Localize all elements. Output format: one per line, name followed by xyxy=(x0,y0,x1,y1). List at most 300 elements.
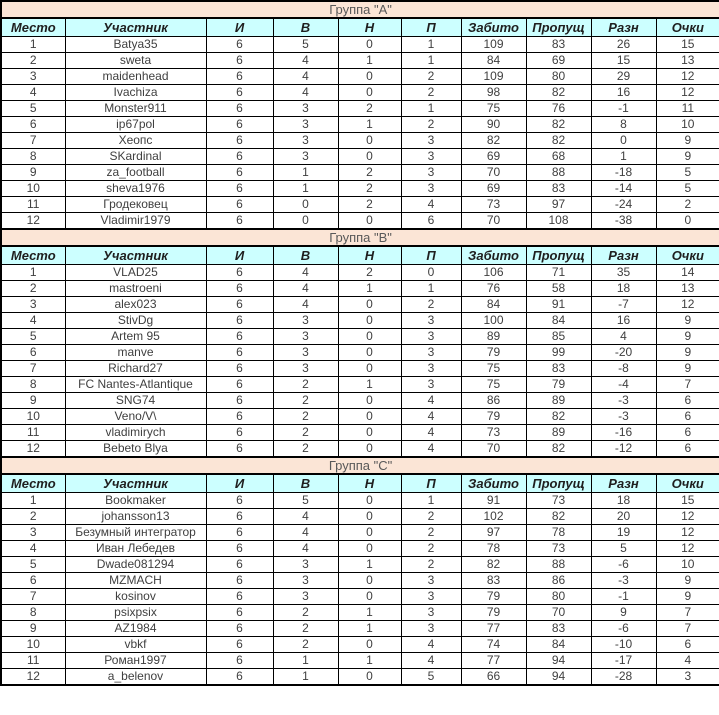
cell-conceded: 68 xyxy=(526,149,591,165)
cell-draws: 2 xyxy=(338,165,401,181)
table-row xyxy=(1,181,719,197)
cell-losses: 1 xyxy=(401,493,461,509)
cell-wins: 3 xyxy=(273,589,338,605)
cell-games: 6 xyxy=(206,165,273,181)
column-header-row xyxy=(1,246,719,265)
column-header-games: И xyxy=(206,246,273,265)
cell-losses: 2 xyxy=(401,509,461,525)
cell-conceded: 73 xyxy=(526,541,591,557)
cell-games: 6 xyxy=(206,265,273,281)
cell-participant: Ivachiza xyxy=(65,85,206,101)
column-header-diff: Разн xyxy=(591,18,656,37)
group-title: Группа "B" xyxy=(1,229,719,246)
cell-draws: 0 xyxy=(338,525,401,541)
cell-losses: 4 xyxy=(401,637,461,653)
group-title: Группа "C" xyxy=(1,457,719,474)
cell-draws: 0 xyxy=(338,637,401,653)
cell-games: 6 xyxy=(206,297,273,313)
cell-diff: 16 xyxy=(591,313,656,329)
cell-conceded: 82 xyxy=(526,441,591,458)
cell-games: 6 xyxy=(206,37,273,53)
column-header-losses: П xyxy=(401,18,461,37)
cell-losses: 3 xyxy=(401,329,461,345)
cell-place: 4 xyxy=(1,541,65,557)
cell-losses: 4 xyxy=(401,393,461,409)
table-row xyxy=(1,669,719,686)
cell-games: 6 xyxy=(206,653,273,669)
cell-diff: 5 xyxy=(591,541,656,557)
cell-points: 13 xyxy=(656,281,719,297)
cell-scored: 89 xyxy=(461,329,526,345)
cell-wins: 2 xyxy=(273,393,338,409)
cell-draws: 1 xyxy=(338,621,401,637)
cell-diff: -1 xyxy=(591,101,656,117)
cell-points: 9 xyxy=(656,361,719,377)
cell-diff: 29 xyxy=(591,69,656,85)
cell-diff: -18 xyxy=(591,165,656,181)
cell-points: 15 xyxy=(656,37,719,53)
cell-diff: 19 xyxy=(591,525,656,541)
cell-scored: 73 xyxy=(461,425,526,441)
cell-diff: -20 xyxy=(591,345,656,361)
cell-wins: 4 xyxy=(273,541,338,557)
cell-conceded: 94 xyxy=(526,669,591,686)
cell-conceded: 82 xyxy=(526,409,591,425)
cell-diff: -1 xyxy=(591,589,656,605)
cell-participant: Veno/V\ xyxy=(65,409,206,425)
cell-games: 6 xyxy=(206,101,273,117)
cell-place: 7 xyxy=(1,589,65,605)
cell-losses: 1 xyxy=(401,53,461,69)
group-title-row xyxy=(1,457,719,474)
cell-games: 6 xyxy=(206,669,273,686)
cell-diff: -7 xyxy=(591,297,656,313)
cell-participant: Хеопс xyxy=(65,133,206,149)
table-row xyxy=(1,265,719,281)
column-header-place: Место xyxy=(1,474,65,493)
cell-losses: 2 xyxy=(401,69,461,85)
cell-points: 14 xyxy=(656,265,719,281)
cell-wins: 1 xyxy=(273,669,338,686)
cell-conceded: 85 xyxy=(526,329,591,345)
table-row xyxy=(1,133,719,149)
column-header-draws: Н xyxy=(338,474,401,493)
table-row xyxy=(1,621,719,637)
cell-scored: 70 xyxy=(461,165,526,181)
cell-wins: 4 xyxy=(273,85,338,101)
cell-wins: 3 xyxy=(273,101,338,117)
cell-draws: 0 xyxy=(338,669,401,686)
cell-draws: 0 xyxy=(338,85,401,101)
cell-games: 6 xyxy=(206,441,273,458)
cell-games: 6 xyxy=(206,329,273,345)
cell-losses: 2 xyxy=(401,557,461,573)
cell-conceded: 78 xyxy=(526,525,591,541)
cell-participant: SKardinal xyxy=(65,149,206,165)
cell-games: 6 xyxy=(206,149,273,165)
cell-losses: 3 xyxy=(401,181,461,197)
cell-wins: 2 xyxy=(273,605,338,621)
cell-games: 6 xyxy=(206,85,273,101)
cell-draws: 2 xyxy=(338,265,401,281)
cell-participant: StivDg xyxy=(65,313,206,329)
cell-wins: 2 xyxy=(273,637,338,653)
cell-points: 6 xyxy=(656,409,719,425)
cell-draws: 1 xyxy=(338,605,401,621)
cell-draws: 1 xyxy=(338,117,401,133)
cell-scored: 79 xyxy=(461,409,526,425)
table-row xyxy=(1,605,719,621)
cell-games: 6 xyxy=(206,393,273,409)
cell-diff: -8 xyxy=(591,361,656,377)
cell-scored: 91 xyxy=(461,493,526,509)
cell-diff: -38 xyxy=(591,213,656,230)
cell-draws: 0 xyxy=(338,313,401,329)
cell-place: 1 xyxy=(1,493,65,509)
cell-place: 6 xyxy=(1,117,65,133)
cell-conceded: 108 xyxy=(526,213,591,230)
cell-wins: 2 xyxy=(273,377,338,393)
cell-place: 5 xyxy=(1,101,65,117)
cell-losses: 2 xyxy=(401,297,461,313)
cell-place: 6 xyxy=(1,573,65,589)
cell-draws: 2 xyxy=(338,181,401,197)
cell-participant: a_belenov xyxy=(65,669,206,686)
cell-points: 10 xyxy=(656,117,719,133)
column-header-losses: П xyxy=(401,246,461,265)
column-header-participant: Участник xyxy=(65,18,206,37)
cell-place: 6 xyxy=(1,345,65,361)
cell-draws: 0 xyxy=(338,37,401,53)
cell-games: 6 xyxy=(206,345,273,361)
group-table-3 xyxy=(0,456,719,686)
cell-wins: 1 xyxy=(273,165,338,181)
cell-conceded: 82 xyxy=(526,85,591,101)
cell-points: 4 xyxy=(656,653,719,669)
cell-wins: 0 xyxy=(273,213,338,230)
cell-points: 12 xyxy=(656,525,719,541)
cell-place: 11 xyxy=(1,425,65,441)
column-header-place: Место xyxy=(1,246,65,265)
cell-wins: 3 xyxy=(273,573,338,589)
group-title-row xyxy=(1,1,719,18)
cell-participant: Bookmaker xyxy=(65,493,206,509)
column-header-place: Место xyxy=(1,18,65,37)
cell-diff: 26 xyxy=(591,37,656,53)
cell-draws: 0 xyxy=(338,425,401,441)
cell-diff: -3 xyxy=(591,393,656,409)
cell-points: 10 xyxy=(656,557,719,573)
cell-place: 8 xyxy=(1,149,65,165)
cell-draws: 0 xyxy=(338,69,401,85)
cell-place: 2 xyxy=(1,53,65,69)
table-row xyxy=(1,425,719,441)
cell-losses: 2 xyxy=(401,117,461,133)
cell-participant: sweta xyxy=(65,53,206,69)
column-header-games: И xyxy=(206,474,273,493)
cell-participant: VLAD25 xyxy=(65,265,206,281)
cell-scored: 102 xyxy=(461,509,526,525)
cell-participant: AZ1984 xyxy=(65,621,206,637)
cell-wins: 3 xyxy=(273,361,338,377)
cell-place: 9 xyxy=(1,621,65,637)
cell-scored: 109 xyxy=(461,37,526,53)
cell-place: 9 xyxy=(1,165,65,181)
cell-diff: -6 xyxy=(591,621,656,637)
cell-scored: 86 xyxy=(461,393,526,409)
column-header-row xyxy=(1,474,719,493)
cell-losses: 4 xyxy=(401,409,461,425)
cell-participant: Artem 95 xyxy=(65,329,206,345)
cell-points: 5 xyxy=(656,165,719,181)
cell-place: 2 xyxy=(1,509,65,525)
cell-place: 3 xyxy=(1,297,65,313)
cell-conceded: 71 xyxy=(526,265,591,281)
cell-wins: 3 xyxy=(273,117,338,133)
cell-games: 6 xyxy=(206,313,273,329)
cell-diff: 15 xyxy=(591,53,656,69)
cell-points: 9 xyxy=(656,573,719,589)
cell-points: 12 xyxy=(656,69,719,85)
cell-draws: 0 xyxy=(338,345,401,361)
cell-losses: 2 xyxy=(401,541,461,557)
cell-participant: MZMACH xyxy=(65,573,206,589)
cell-place: 3 xyxy=(1,525,65,541)
cell-diff: 1 xyxy=(591,149,656,165)
cell-losses: 3 xyxy=(401,313,461,329)
table-row xyxy=(1,117,719,133)
cell-conceded: 83 xyxy=(526,37,591,53)
cell-points: 6 xyxy=(656,425,719,441)
cell-diff: -12 xyxy=(591,441,656,458)
cell-place: 3 xyxy=(1,69,65,85)
cell-points: 6 xyxy=(656,637,719,653)
cell-draws: 0 xyxy=(338,509,401,525)
cell-losses: 3 xyxy=(401,345,461,361)
cell-participant: Dwade081294 xyxy=(65,557,206,573)
cell-draws: 0 xyxy=(338,409,401,425)
cell-games: 6 xyxy=(206,361,273,377)
table-row xyxy=(1,509,719,525)
cell-participant: vladimirych xyxy=(65,425,206,441)
cell-conceded: 83 xyxy=(526,361,591,377)
table-row xyxy=(1,281,719,297)
column-header-scored: Забито xyxy=(461,18,526,37)
cell-games: 6 xyxy=(206,133,273,149)
table-row xyxy=(1,37,719,53)
column-header-diff: Разн xyxy=(591,474,656,493)
cell-place: 4 xyxy=(1,85,65,101)
cell-points: 11 xyxy=(656,101,719,117)
cell-losses: 5 xyxy=(401,669,461,686)
cell-losses: 4 xyxy=(401,197,461,213)
cell-points: 7 xyxy=(656,621,719,637)
cell-games: 6 xyxy=(206,525,273,541)
cell-conceded: 99 xyxy=(526,345,591,361)
cell-wins: 4 xyxy=(273,281,338,297)
cell-diff: -6 xyxy=(591,557,656,573)
cell-losses: 3 xyxy=(401,621,461,637)
cell-conceded: 83 xyxy=(526,181,591,197)
column-header-games: И xyxy=(206,18,273,37)
cell-scored: 77 xyxy=(461,621,526,637)
cell-conceded: 79 xyxy=(526,377,591,393)
cell-games: 6 xyxy=(206,425,273,441)
cell-points: 15 xyxy=(656,493,719,509)
cell-place: 7 xyxy=(1,361,65,377)
cell-place: 5 xyxy=(1,557,65,573)
cell-diff: -16 xyxy=(591,425,656,441)
cell-participant: psixpsix xyxy=(65,605,206,621)
cell-games: 6 xyxy=(206,589,273,605)
cell-losses: 4 xyxy=(401,653,461,669)
cell-participant: alex023 xyxy=(65,297,206,313)
cell-draws: 1 xyxy=(338,557,401,573)
cell-wins: 2 xyxy=(273,621,338,637)
cell-diff: -3 xyxy=(591,409,656,425)
cell-scored: 66 xyxy=(461,669,526,686)
column-header-wins: В xyxy=(273,474,338,493)
cell-scored: 98 xyxy=(461,85,526,101)
cell-diff: 16 xyxy=(591,85,656,101)
cell-games: 6 xyxy=(206,509,273,525)
column-header-participant: Участник xyxy=(65,474,206,493)
column-header-conceded: Пропущ xyxy=(526,18,591,37)
cell-diff: 35 xyxy=(591,265,656,281)
cell-games: 6 xyxy=(206,181,273,197)
cell-diff: 20 xyxy=(591,509,656,525)
cell-draws: 0 xyxy=(338,393,401,409)
cell-place: 1 xyxy=(1,265,65,281)
cell-draws: 2 xyxy=(338,101,401,117)
cell-scored: 74 xyxy=(461,637,526,653)
cell-scored: 69 xyxy=(461,149,526,165)
cell-games: 6 xyxy=(206,281,273,297)
cell-diff: 18 xyxy=(591,493,656,509)
column-header-participant: Участник xyxy=(65,246,206,265)
cell-losses: 3 xyxy=(401,589,461,605)
cell-conceded: 69 xyxy=(526,53,591,69)
cell-conceded: 89 xyxy=(526,393,591,409)
table-row xyxy=(1,69,719,85)
cell-losses: 2 xyxy=(401,85,461,101)
cell-scored: 82 xyxy=(461,133,526,149)
cell-points: 7 xyxy=(656,377,719,393)
cell-place: 12 xyxy=(1,669,65,686)
cell-points: 6 xyxy=(656,441,719,458)
cell-games: 6 xyxy=(206,573,273,589)
cell-participant: Гродековец xyxy=(65,197,206,213)
cell-points: 12 xyxy=(656,85,719,101)
cell-draws: 0 xyxy=(338,133,401,149)
cell-draws: 0 xyxy=(338,541,401,557)
cell-points: 12 xyxy=(656,509,719,525)
cell-participant: Richard27 xyxy=(65,361,206,377)
cell-scored: 76 xyxy=(461,281,526,297)
table-row xyxy=(1,213,719,230)
table-row xyxy=(1,149,719,165)
column-header-losses: П xyxy=(401,474,461,493)
cell-diff: 9 xyxy=(591,605,656,621)
cell-draws: 1 xyxy=(338,653,401,669)
table-row xyxy=(1,637,719,653)
cell-draws: 0 xyxy=(338,441,401,458)
cell-draws: 1 xyxy=(338,281,401,297)
cell-draws: 0 xyxy=(338,297,401,313)
cell-place: 12 xyxy=(1,213,65,230)
column-header-scored: Забито xyxy=(461,474,526,493)
cell-draws: 2 xyxy=(338,197,401,213)
group-table-2 xyxy=(0,228,719,458)
table-row xyxy=(1,85,719,101)
table-row xyxy=(1,165,719,181)
cell-wins: 1 xyxy=(273,181,338,197)
cell-draws: 0 xyxy=(338,329,401,345)
cell-diff: -4 xyxy=(591,377,656,393)
cell-points: 9 xyxy=(656,133,719,149)
cell-losses: 0 xyxy=(401,265,461,281)
column-header-draws: Н xyxy=(338,246,401,265)
column-header-points: Очки xyxy=(656,18,719,37)
cell-conceded: 70 xyxy=(526,605,591,621)
cell-diff: 4 xyxy=(591,329,656,345)
cell-wins: 2 xyxy=(273,441,338,458)
table-row xyxy=(1,589,719,605)
table-row xyxy=(1,441,719,458)
cell-wins: 2 xyxy=(273,409,338,425)
cell-wins: 4 xyxy=(273,53,338,69)
column-header-row xyxy=(1,18,719,37)
column-header-conceded: Пропущ xyxy=(526,474,591,493)
cell-conceded: 82 xyxy=(526,133,591,149)
cell-wins: 4 xyxy=(273,69,338,85)
cell-scored: 75 xyxy=(461,377,526,393)
cell-scored: 79 xyxy=(461,605,526,621)
cell-scored: 78 xyxy=(461,541,526,557)
group-table-1 xyxy=(0,0,719,230)
cell-games: 6 xyxy=(206,637,273,653)
cell-scored: 84 xyxy=(461,53,526,69)
cell-diff: -10 xyxy=(591,637,656,653)
cell-place: 8 xyxy=(1,605,65,621)
cell-losses: 3 xyxy=(401,165,461,181)
cell-place: 10 xyxy=(1,409,65,425)
group-title: Группа "A" xyxy=(1,1,719,18)
cell-games: 6 xyxy=(206,605,273,621)
cell-participant: Роман1997 xyxy=(65,653,206,669)
table-row xyxy=(1,573,719,589)
cell-scored: 75 xyxy=(461,101,526,117)
cell-wins: 4 xyxy=(273,509,338,525)
cell-place: 9 xyxy=(1,393,65,409)
cell-participant: johansson13 xyxy=(65,509,206,525)
cell-games: 6 xyxy=(206,117,273,133)
cell-participant: za_football xyxy=(65,165,206,181)
cell-games: 6 xyxy=(206,377,273,393)
cell-diff: 8 xyxy=(591,117,656,133)
cell-diff: 0 xyxy=(591,133,656,149)
table-row xyxy=(1,653,719,669)
cell-scored: 84 xyxy=(461,297,526,313)
cell-place: 5 xyxy=(1,329,65,345)
cell-conceded: 88 xyxy=(526,557,591,573)
cell-scored: 79 xyxy=(461,345,526,361)
table-row xyxy=(1,361,719,377)
cell-scored: 69 xyxy=(461,181,526,197)
cell-wins: 3 xyxy=(273,345,338,361)
cell-conceded: 97 xyxy=(526,197,591,213)
column-header-points: Очки xyxy=(656,474,719,493)
